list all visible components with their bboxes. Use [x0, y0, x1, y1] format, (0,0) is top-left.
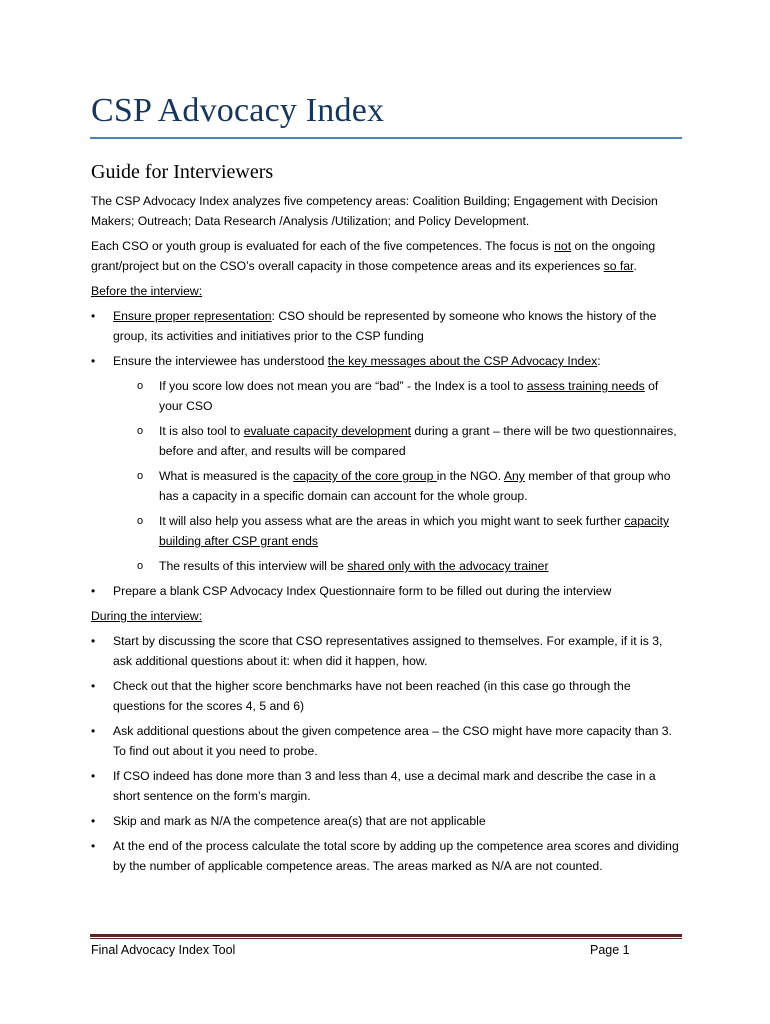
bullet-icon: •	[91, 769, 96, 783]
before-interview-list	[91, 306, 683, 601]
emphasis-so-far: so far	[603, 259, 634, 273]
bullet-icon: •	[91, 679, 96, 693]
during-interview-heading: During the interview:	[91, 609, 203, 623]
before-interview-heading: Before the interview:	[91, 284, 203, 298]
footer-rule-thin	[90, 938, 682, 939]
during-interview-list	[91, 631, 683, 876]
sub-list-item: o The results of this interview will be shared only with the advocacy trainer	[113, 556, 683, 576]
list-item: • Skip and mark as N/A the competence area(s) that are not applicable	[91, 811, 683, 831]
document-body	[91, 158, 683, 881]
evaluation-paragraph: Each CSO or youth group is evaluated for each of the five competences. The focus is not on the ongoing grant/project but on the CSO’s overall capacity in those competence areas and its experiences so far.	[91, 239, 656, 273]
bullet-icon: •	[91, 309, 96, 323]
sub-list-item: o What is measured is the capacity of the core group in the NGO. Any member of that group who has a capacity in a specific domain can account for the whole group.	[113, 466, 683, 506]
circle-bullet-icon: o	[137, 515, 144, 527]
circle-bullet-icon: o	[137, 560, 144, 572]
list-item: • If CSO indeed has done more than 3 and less than 4, use a decimal mark and describe the case in a short sentence on the form’s margin.	[91, 766, 683, 806]
footer-rule	[90, 934, 682, 937]
list-item: • Check out that the higher score benchmarks have not been reached (in this case go through the questions for the scores 4, 5 and 6)	[91, 676, 683, 716]
footer-page-number: Page 1	[590, 943, 630, 957]
bullet-icon: •	[91, 839, 96, 853]
bullet-icon: •	[91, 634, 96, 648]
circle-bullet-icon: o	[137, 380, 144, 392]
footer-document-name: Final Advocacy Index Tool	[91, 943, 236, 957]
emphasis-not: not	[554, 239, 572, 253]
list-item: • Start by discussing the score that CSO representatives assigned to themselves. For example, if it is 3, ask additional questions about it: when did it happen, how.	[91, 631, 683, 671]
list-item: • Ensure proper representation: CSO should be represented by someone who knows the history of the group, its activities and initiatives prior to the CSP funding	[91, 306, 683, 346]
list-item: • Ensure the interviewee has understood the key messages about the CSP Advocacy Index: o If you score low does not mean you are “bad” - the Index is a tool to assess training needs of your CSO o It is also tool to evaluate capacity development during a grant – there will be two questionnaires, before and after, and results will be compared o What is measured is the capacity of the core group in the NGO. Any member of that group who has a capacity in a specific domain can account for the whole group. o It will also help you assess what are the areas in which you might want to seek further capacity building after CSP grant ends o The results of this interview will be shared only with the advocacy trainer	[91, 351, 683, 576]
circle-bullet-icon: o	[137, 470, 144, 482]
bullet-icon: •	[91, 724, 96, 738]
sub-list-item: o It will also help you assess what are the areas in which you might want to seek further capacity building after CSP grant ends	[113, 511, 683, 551]
title-underline	[90, 137, 682, 139]
sub-list-item: o If you score low does not mean you are “bad” - the Index is a tool to assess training needs of your CSO	[113, 376, 683, 416]
bullet-icon: •	[91, 814, 96, 828]
list-item: • Prepare a blank CSP Advocacy Index Questionnaire form to be filled out during the interview	[91, 581, 683, 601]
sub-list-item: o It is also tool to evaluate capacity development during a grant – there will be two questionnaires, before and after, and results will be compared	[113, 421, 683, 461]
key-messages-list	[113, 376, 683, 576]
circle-bullet-icon: o	[137, 425, 144, 437]
list-item: • Ask additional questions about the given competence area – the CSO might have more capacity than 3. To find out about it you need to probe.	[91, 721, 683, 761]
intro-paragraph: The CSP Advocacy Index analyzes five competency areas: Coalition Building; Engagement with Decision Makers; Outreach; Data Research /Analysis /Utilization; and Policy Development.	[91, 194, 658, 228]
bullet-icon: •	[91, 354, 96, 368]
section-subtitle: Guide for Interviewers	[91, 161, 274, 183]
page-title: CSP Advocacy Index	[91, 92, 385, 129]
list-item: • At the end of the process calculate the total score by adding up the competence area scores and dividing by the number of applicable competence areas. The areas marked as N/A are not counted.	[91, 836, 683, 876]
bullet-icon: •	[91, 584, 96, 598]
